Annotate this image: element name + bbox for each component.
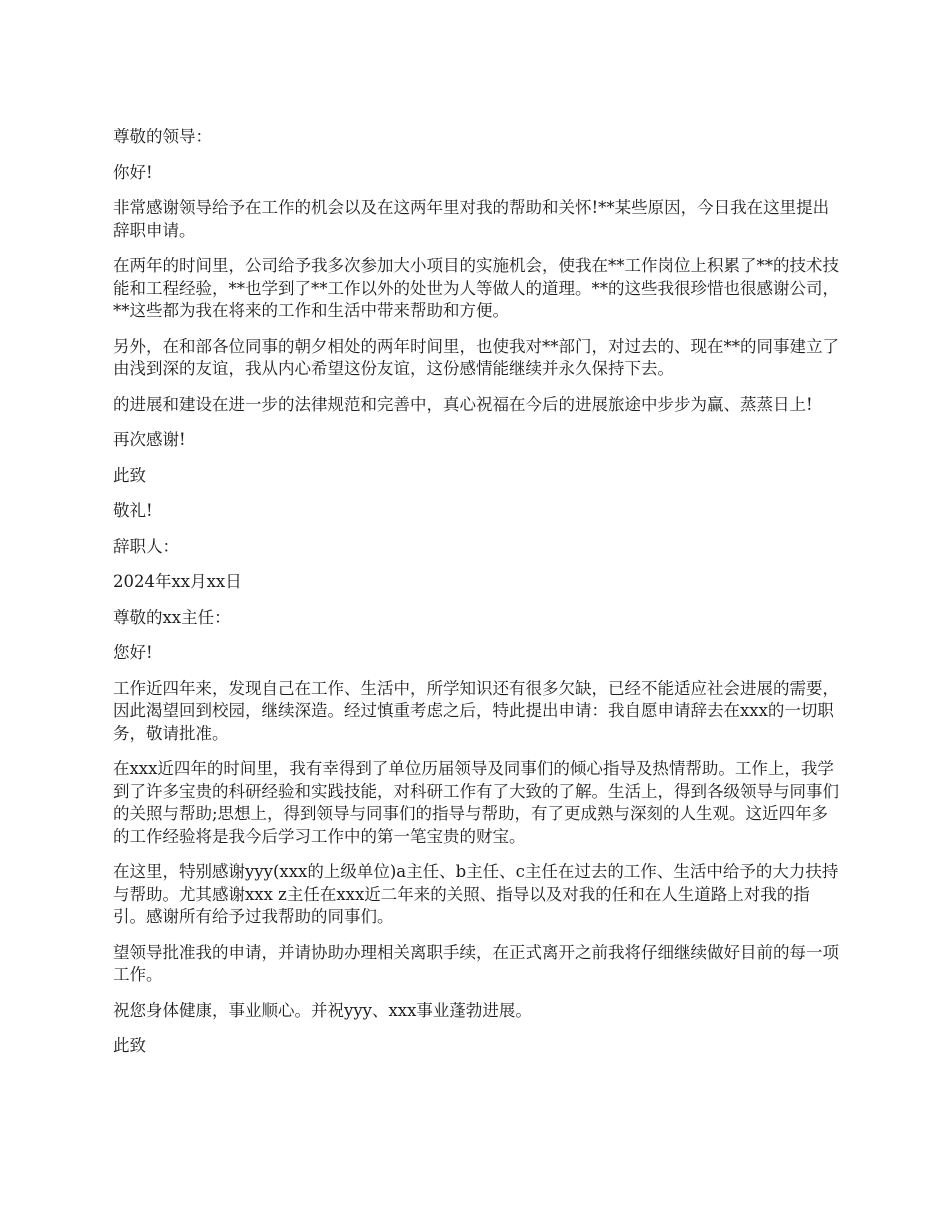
- paragraph-special-thanks: 在这里，特别感谢yyy(xxx的上级单位)a主任、b主任、c主任在过去的工作、生活中给予的大力扶持与帮助。尤其感谢xxx z主任在xxx近二年来的关照、指导以及对我的任和在人生道路上对我的指引。感谢所有给予过我帮助的同事们。: [113, 862, 839, 926]
- paragraph-request-approval: 望领导批准我的申请，并请协助办理相关离职手续，在正式离开之前我将仔细继续做好目前的每一项工作。: [113, 942, 839, 984]
- closing-cizhi-2: 此致: [113, 1036, 146, 1055]
- letter-body: [113, 126, 839, 1071]
- date-line: 2024年xx月xx日: [113, 572, 242, 591]
- signature-label: 辞职人：: [113, 536, 179, 556]
- paragraph-colleagues-friendship: 另外，在和部各位同事的朝夕相处的两年时间里，也使我对**部门，对过去的、现在**的同事建立了由浅到深的友谊，我从内心希望这份友谊，这份感情能继续并永久保持下去。: [113, 336, 839, 378]
- paragraph-two-years-experience: 在两年的时间里，公司给予我多次参加大小项目的实施机会，使我在**工作岗位上积累了**的技术技能和工程经验，**也学到了**工作以外的处世为人等做人的道理。**的这些我很珍惜也很感谢公司，**这些都为我在将来的工作和生活中带来帮助和方便。: [113, 256, 839, 320]
- salutation-leader: 尊敬的领导：: [113, 127, 212, 146]
- paragraph-blessing: 祝您身体健康，事业顺心。并祝yyy、xxx事业蓬勃进展。: [113, 1000, 532, 1020]
- thanks-again: 再次感谢!: [113, 430, 186, 449]
- paragraph-thanks-resignation: 非常感谢领导给予在工作的机会以及在这两年里对我的帮助和关怀!**某些原因，今日我在这里提出辞职申请。: [113, 198, 830, 240]
- greeting-formal: 您好!: [113, 643, 153, 662]
- paragraph-wishes: 的进展和建设在进一步的法律规范和完善中，真心祝福在今后的进展旅途中步步为赢、蒸蒸日上!: [113, 394, 813, 414]
- greeting: 你好!: [113, 162, 153, 182]
- closing-cizhi: 此致: [113, 465, 146, 485]
- paragraph-four-years: 在xxx近四年的时间里，我有幸得到了单位历届领导及同事们的倾心指导及热情帮助。工作上，我学到了许多宝贵的科研经验和实践技能，对科研工作有了大致的了解。生活上，得到各级领导与同事们的关照与帮助;思想上，得到领导与同事们的指导与帮助，有了更成熟与深刻的人生观。这近四年多的工作经验将是我今后学习工作中的第一笔宝贵的财宝。: [113, 759, 839, 846]
- closing-jingli: 敬礼!: [113, 501, 153, 520]
- salutation-director: 尊敬的xx主任：: [113, 607, 231, 627]
- paragraph-reason-study: 工作近四年来，发现自己在工作、生活中，所学知识还有很多欠缺，已经不能适应社会进展的需要，因此渴望回到校园，继续深造。经过慎重考虑之后，特此提出申请：我自愿申请辞去在xxx的一切职务，敬请批准。: [113, 678, 839, 743]
